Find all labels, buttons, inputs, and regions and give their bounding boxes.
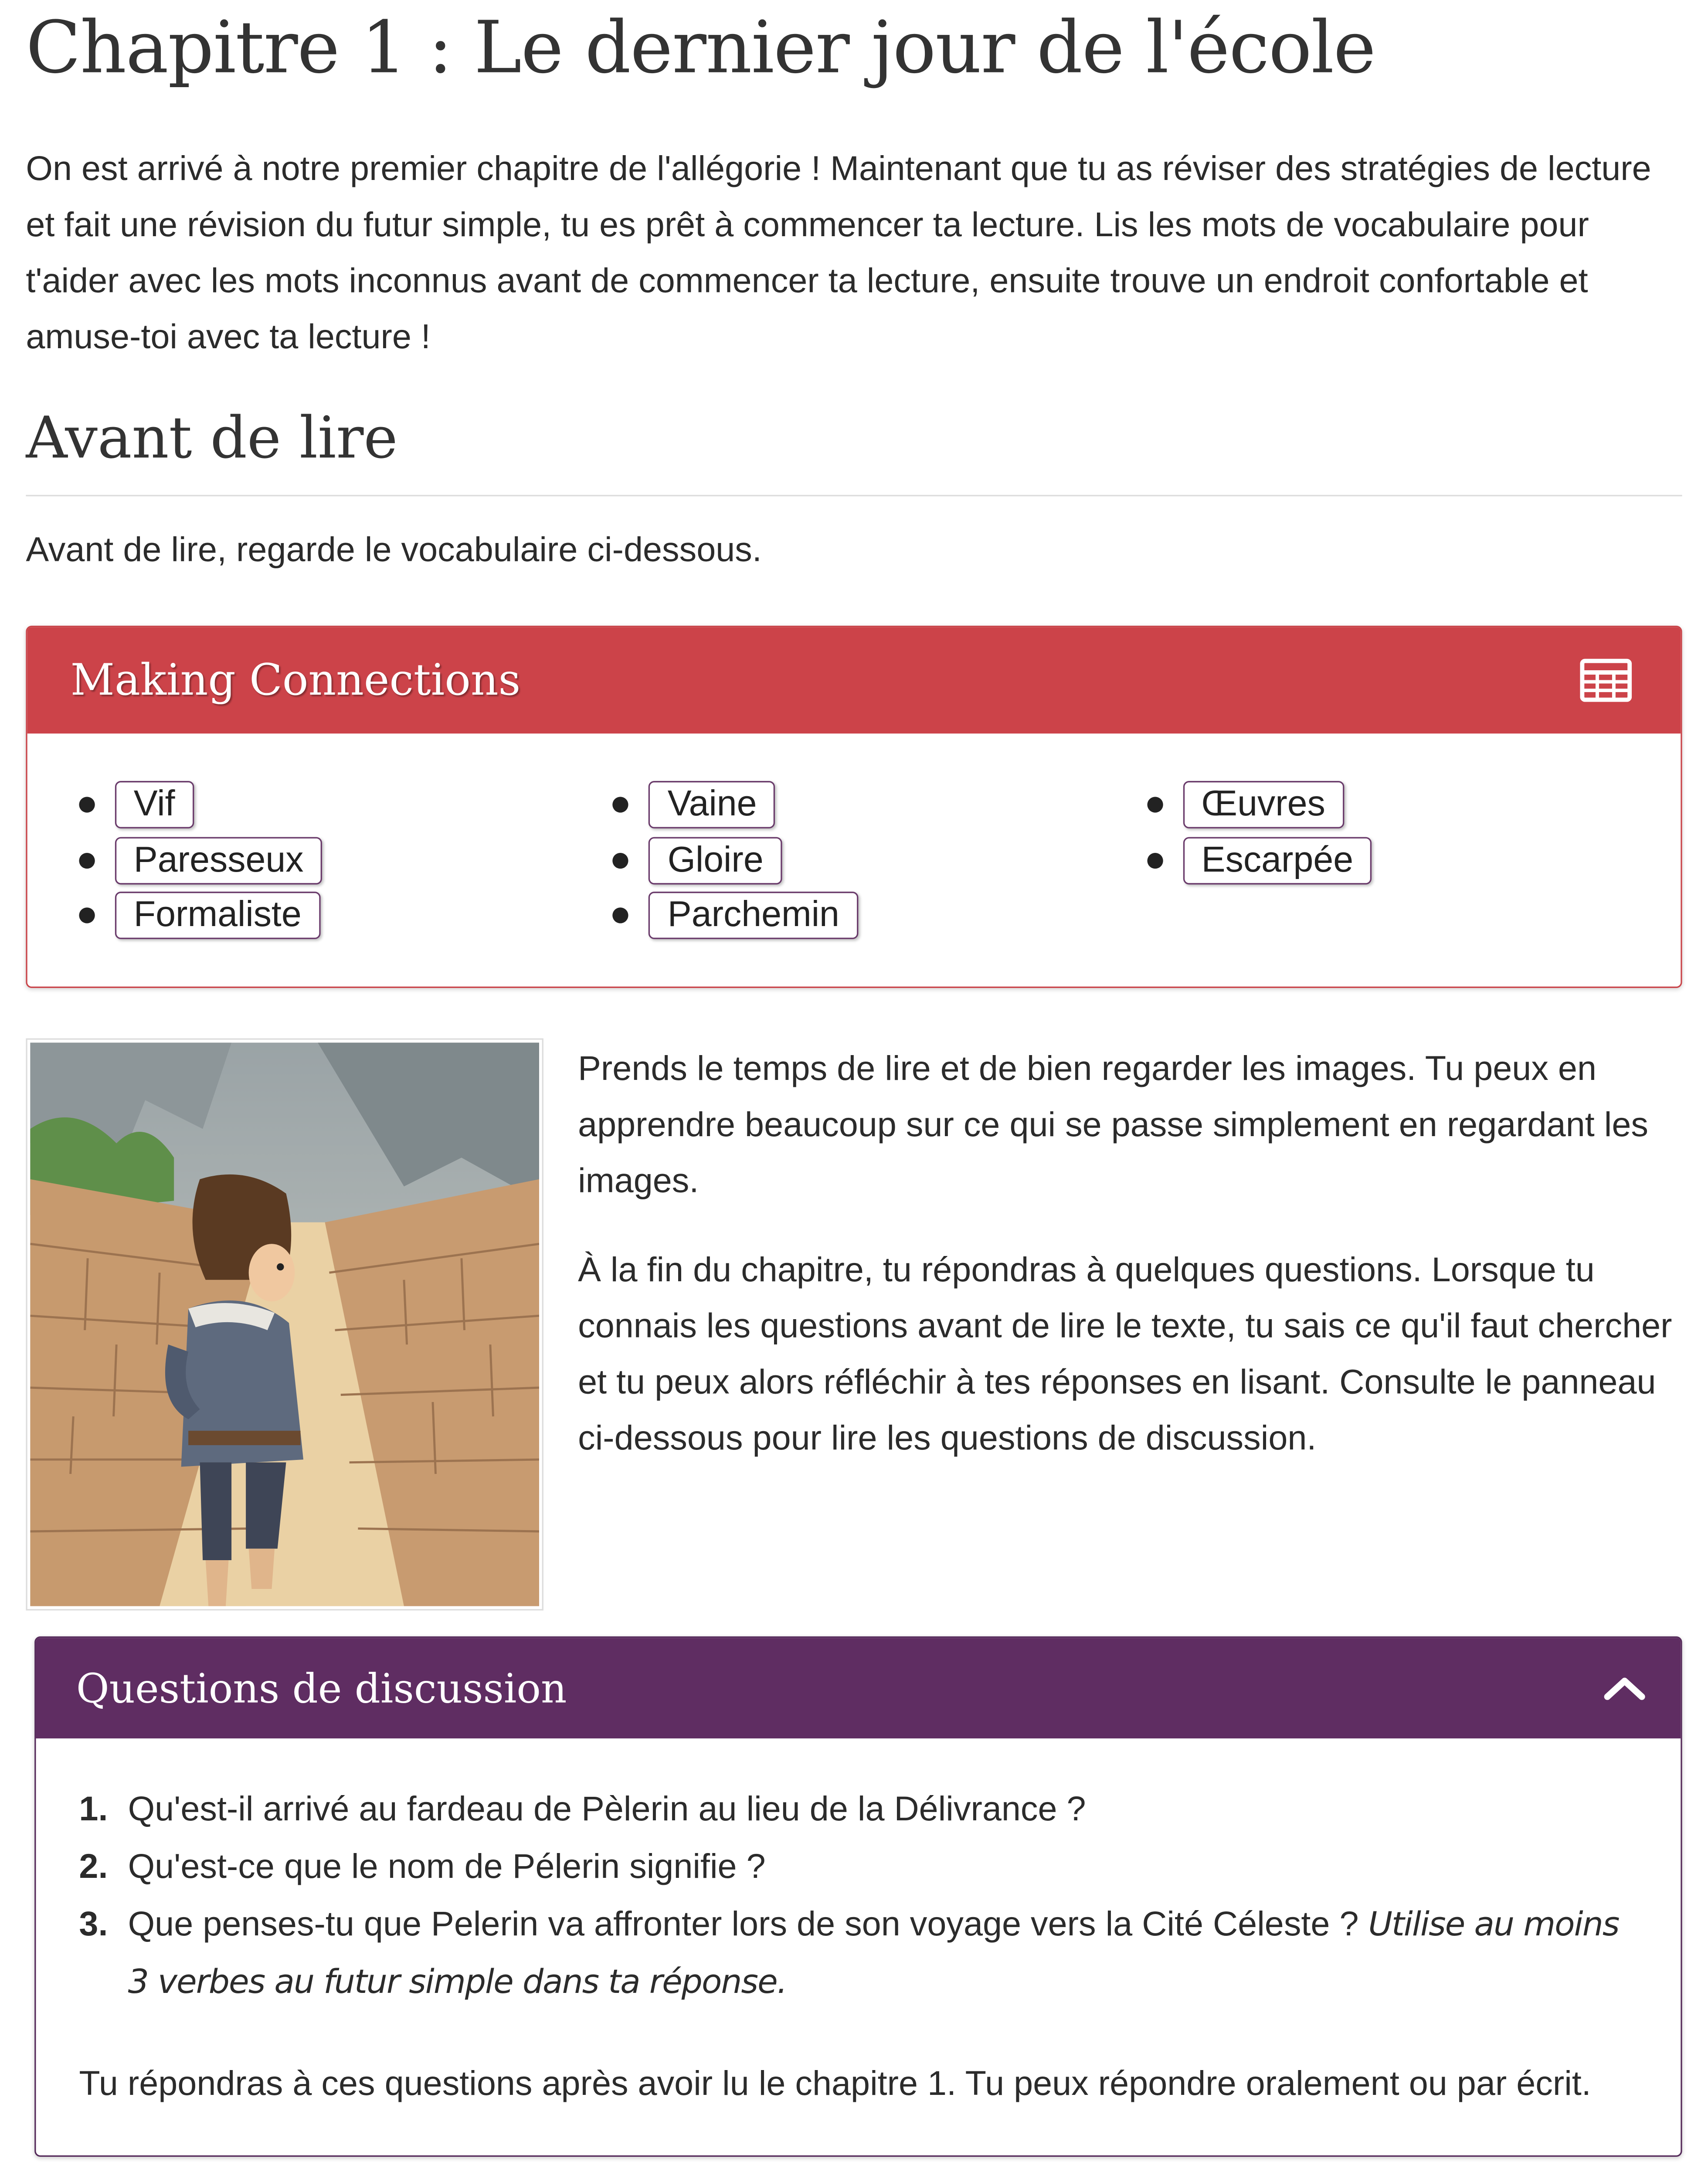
- chevron-up-icon[interactable]: [1603, 1674, 1646, 1703]
- discussion-footer: Tu répondras à ces questions après avoir lu le chapitre 1. Tu peux répondre oralement ou par écrit.: [79, 2065, 1591, 2104]
- vocabulary-panel-header: [27, 627, 1681, 733]
- bullet-icon: [1147, 852, 1162, 868]
- question-number: 2.: [79, 1847, 108, 1887]
- vocab-term-button[interactable]: Formaliste: [115, 892, 320, 940]
- vocab-item: [79, 777, 613, 832]
- vocabulary-panel: [26, 626, 1682, 988]
- reading-tips-section: [26, 1039, 1682, 1611]
- vocab-item: [613, 777, 1147, 832]
- page-title: Chapitre 1 : Le dernier jour de l'école: [26, 6, 1375, 90]
- bullet-icon: [79, 908, 95, 923]
- question-text: Que penses-tu que Pelerin va affronter lors de son voyage vers la Cité Céleste ?: [128, 1905, 1368, 1944]
- vocabulary-panel-title: Making Connections: [70, 655, 521, 706]
- discussion-panel-title: Questions de discussion: [76, 1664, 567, 1712]
- vocab-item: [1147, 832, 1681, 888]
- bullet-icon: [613, 852, 628, 868]
- question-emphasis: Utilise au moins 3 verbes au futur simple dans ta réponse.: [128, 1907, 1619, 2002]
- question-text: Qu'est-ce que le nom de Pélerin signifie ?: [128, 1847, 766, 1887]
- vocab-item: [613, 832, 1147, 888]
- vocab-item: [613, 888, 1147, 944]
- page-content: [0, 6, 1708, 2157]
- vocab-term-button[interactable]: Escarpée: [1183, 836, 1372, 884]
- question-number: 3.: [79, 1905, 108, 1944]
- question-number: 1.: [79, 1790, 108, 1829]
- tips-paragraph: À la fin du chapitre, tu répondras à quelques questions. Lorsque tu connais les questions avant de lire le texte, tu sais ce qu'il faut chercher et tu peux alors réfléchir à tes réponses en lisant. Consulte le panneau ci-dessous pour lire les questions de discussion.: [578, 1251, 1672, 1458]
- table-grid-icon: [1580, 659, 1632, 702]
- bullet-icon: [1147, 797, 1162, 812]
- vocab-term-button[interactable]: Gloire: [649, 836, 782, 884]
- vocabulary-list: [27, 733, 1681, 987]
- reading-tips-text: [578, 1039, 1682, 1611]
- intro-paragraph: On est arrivé à notre premier chapitre de l'allégorie ! Maintenant que tu as réviser des stratégies de lecture et fait une révision du futur simple, tu es prêt à commencer ta lecture. Lis les mots de vocabulaire pour t'aider avec les mots inconnus avant de commencer ta lecture, ensuite trouve un endroit confortable et amuse-toi avec ta lecture !: [26, 149, 1651, 357]
- question-text-wrap: [128, 1897, 1638, 2012]
- bullet-icon: [613, 797, 628, 812]
- tips-paragraph: Prends le temps de lire et de bien regarder les images. Tu peux en apprendre beaucoup sur ce qui se passe simplement en regardant les images.: [578, 1050, 1648, 1201]
- boy-walking-illustration: [30, 1043, 539, 1606]
- discussion-panel-header[interactable]: [36, 1638, 1681, 1738]
- bullet-icon: [79, 852, 95, 868]
- section-heading: Avant de lire: [26, 406, 1682, 496]
- section-lead: Avant de lire, regarde le vocabulaire ci-dessous.: [26, 531, 762, 570]
- bullet-icon: [79, 797, 95, 812]
- vocab-term-button[interactable]: Œuvres: [1183, 781, 1344, 828]
- question-item: [79, 1782, 1637, 1839]
- vocabulary-column: [1147, 777, 1681, 944]
- vocab-term-button[interactable]: Vaine: [649, 781, 776, 828]
- bullet-icon: [613, 908, 628, 923]
- discussion-panel-body: [36, 1738, 1681, 2155]
- vocabulary-column: [79, 777, 613, 944]
- vocab-item: [79, 888, 613, 944]
- vocabulary-column: [613, 777, 1147, 944]
- vocab-term-button[interactable]: Parchemin: [649, 892, 858, 940]
- vocab-item: [79, 832, 613, 888]
- vocab-term-button[interactable]: Paresseux: [115, 836, 322, 884]
- vocab-term-button[interactable]: Vif: [115, 781, 194, 828]
- vocab-item: [1147, 777, 1681, 832]
- discussion-questions-panel: [34, 1636, 1682, 2157]
- question-list: [79, 1782, 1637, 2012]
- question-item: [79, 1839, 1637, 1897]
- question-item: [79, 1897, 1637, 2012]
- chapter-illustration: [26, 1039, 543, 1611]
- question-text: Qu'est-il arrivé au fardeau de Pèlerin au lieu de la Délivrance ?: [128, 1790, 1086, 1829]
